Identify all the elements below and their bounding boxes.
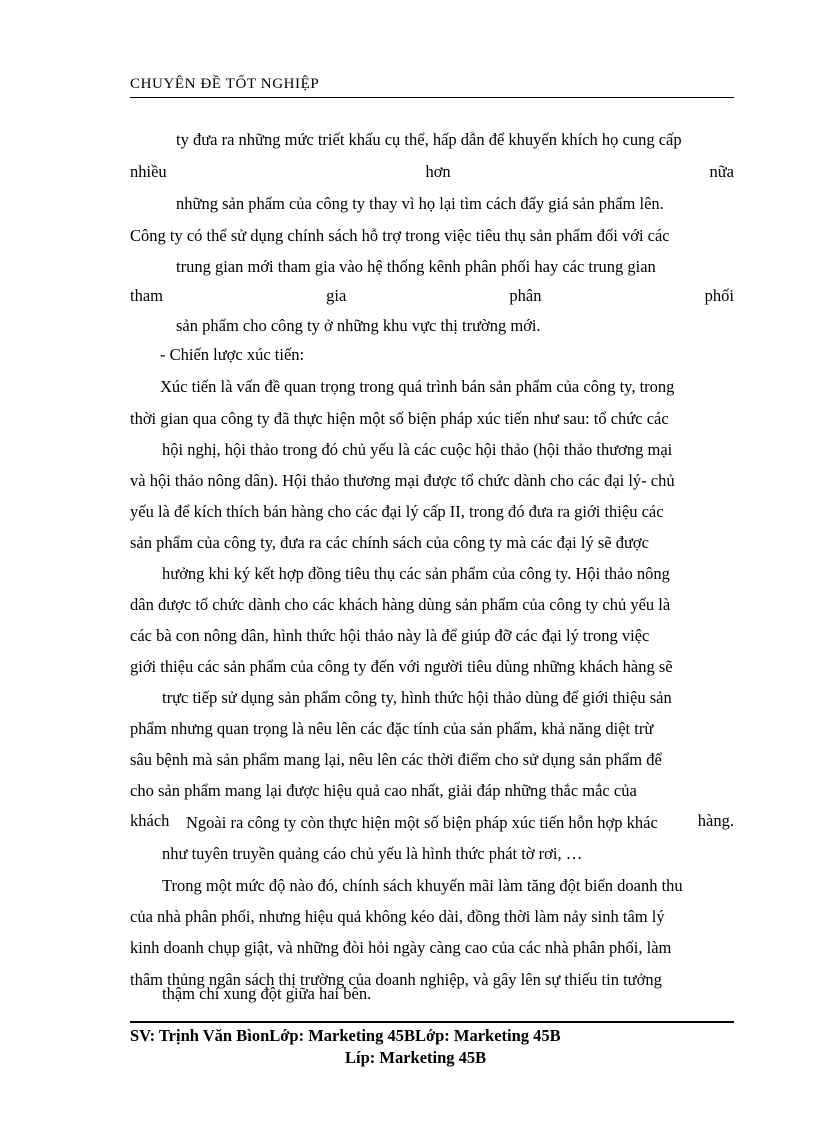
text-line: Ngoài ra công ty còn thực hiện một số biện pháp xúc tiến hỗn hợp khác: [186, 813, 658, 832]
text-line: thời gian qua công ty đã thực hiện một số biện pháp xúc tiến như sau: tổ chức các: [130, 409, 669, 428]
text-line: trung gian mới tham gia vào hệ thống kênh phân phối hay các trung gian: [176, 257, 656, 276]
text-line: giới thiệu các sản phẩm của công ty đến với người tiêu dùng những khách hàng sẽ: [130, 657, 673, 676]
text-line: yếu là để kích thích bán hàng cho các đại lý cấp II, trong đó đưa ra giới thiệu các: [130, 502, 664, 521]
text-line: thâm thủng ngân sách thị trường của doanh nghiệp, và gây lên sự thiếu tin tưởng: [130, 970, 662, 989]
text-line: hưởng khi ký kết hợp đồng tiêu thụ các sản phẩm của công ty. Hội thảo nông: [162, 564, 670, 583]
word: hơn: [425, 162, 451, 181]
footer-divider: [130, 1021, 734, 1023]
text-line: ty đưa ra những mức triết khấu cụ thể, hấp dẫn để khuyến khích họ cung cấp: [176, 130, 682, 149]
text-line: của nhà phân phối, nhưng hiệu quả không kéo dài, đồng thời làm nảy sinh tâm lý: [130, 907, 665, 926]
text-line: và hội thảo nông dân). Hội thảo thương mại được tổ chức dành cho các đại lý- chủ: [130, 471, 675, 490]
text-line: kinh doanh chụp giật, và những đòi hỏi ngày càng cao của các nhà phân phối, làm: [130, 938, 672, 957]
text-line: phẩm nhưng quan trọng là nêu lên các đặc tính của sản phẩm, khả năng diệt trừ: [130, 719, 654, 738]
text-line: sản phẩm của công ty, đưa ra các chính sách của công ty mà các đại lý sẽ được: [130, 533, 649, 552]
text-line-justified: [130, 286, 734, 306]
header-divider: [130, 97, 734, 98]
text-line: Xúc tiến là vấn đề quan trọng trong quá trình bán sản phẩm của công ty, trong: [160, 377, 675, 396]
word: gia: [326, 286, 347, 305]
word: phối: [704, 286, 734, 305]
text-line: hội nghị, hội thảo trong đó chủ yếu là các cuộc hội thảo (hội thảo thương mại: [162, 440, 673, 459]
word: hàng.: [697, 811, 734, 830]
text-line: Trong một mức độ nào đó, chính sách khuyến mãi làm tăng đột biến doanh thu: [162, 876, 683, 895]
footer-student-info: SV: Trịnh Văn BìonLớp: Marketing 45BLớp: Marketing 45B: [130, 1026, 561, 1045]
text-line-justified: [130, 162, 734, 182]
word: nữa: [709, 162, 734, 181]
text-line: Công ty có thể sử dụng chính sách hỗ trợ trong việc tiêu thụ sản phẩm đối với các: [130, 226, 670, 245]
text-line: các bà con nông dân, hình thức hội thảo này là để giúp đỡ các đại lý trong việc: [130, 626, 650, 645]
text-line: dân được tổ chức dành cho các khách hàng dùng sản phẩm của công ty chủ yếu là: [130, 595, 671, 614]
word: nhiều: [130, 162, 167, 181]
text-line: cho sản phẩm mang lại được hiệu quả cao nhất, giải đáp những thắc mắc của: [130, 781, 637, 800]
text-line: như tuyên truyền quảng cáo chủ yếu là hình thức phát tờ rơi, …: [162, 844, 583, 863]
section-heading: - Chiến lược xúc tiến:: [160, 345, 305, 364]
word: phân: [509, 286, 542, 305]
text-line: những sản phẩm của công ty thay vì họ lại tìm cách đẩy giá sản phẩm lên.: [176, 194, 664, 213]
page-header-title: CHUYÊN ĐỀ TỐT NGHIỆP: [130, 76, 320, 92]
text-line: thậm chí xung đột giữa hai bên.: [162, 984, 372, 1003]
text-line: trực tiếp sử dụng sản phẩm công ty, hình thức hội thảo dùng để giới thiệu sản: [162, 688, 672, 707]
footer-class-info: Líp: Marketing 45B: [345, 1048, 487, 1067]
text-line: sâu bệnh mà sản phẩm mang lại, nêu lên các thời điểm cho sử dụng sản phẩm để: [130, 750, 662, 769]
text-line: sản phẩm cho công ty ở những khu vực thị trường mới.: [176, 316, 541, 335]
word: khách: [130, 811, 170, 830]
word: tham: [130, 286, 163, 305]
